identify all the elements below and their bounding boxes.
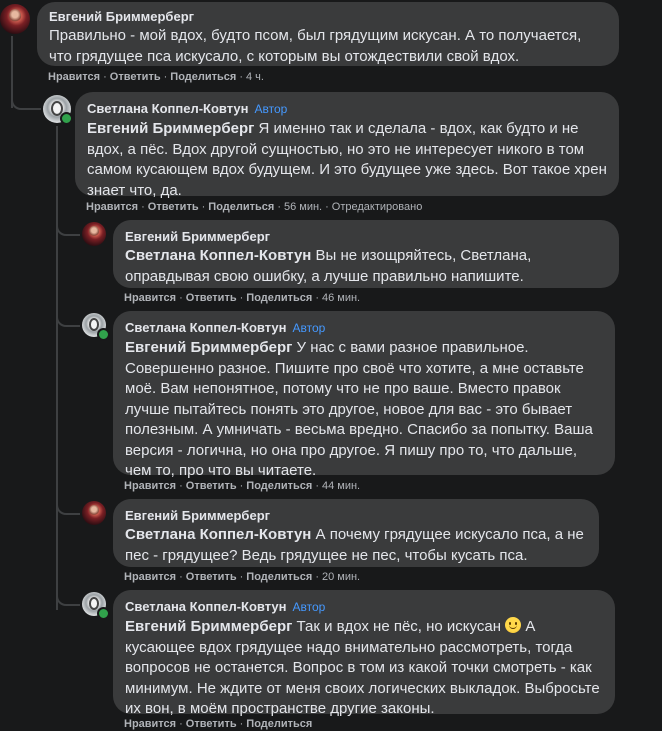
author-badge: Автор	[254, 102, 288, 116]
share-button[interactable]: Поделиться	[246, 480, 313, 492]
comment-actions: Нравится · Ответить · Поделиться	[124, 718, 313, 730]
comment-author[interactable]: Евгений Бриммерберг	[125, 508, 271, 523]
comment-text: Правильно - мой вдох, будто псом, был грядущим искусан. А то получается, что грядущее пса искусало, с которым вы отождествили свой вдох.	[49, 27, 582, 65]
mention-link[interactable]: Светлана Коппел-Ковтун	[125, 526, 312, 543]
edited-label[interactable]: Отредактировано	[331, 201, 423, 213]
online-status-icon	[60, 112, 73, 125]
thread-hook-4	[56, 497, 80, 515]
reply-button[interactable]: Ответить	[185, 480, 237, 492]
mention-link[interactable]: Евгений Бриммерберг	[125, 339, 293, 356]
comment-author	[125, 598, 603, 616]
comment-bubble	[113, 220, 619, 288]
mention-link[interactable]: Евгений Бриммерберг	[125, 618, 293, 635]
avatar[interactable]	[0, 4, 30, 34]
comment-time[interactable]: 56 мин.	[283, 201, 323, 213]
comment-author	[125, 319, 603, 337]
like-button[interactable]: Нравится	[124, 571, 177, 583]
author-badge: Автор	[292, 600, 326, 614]
reply-button[interactable]: Ответить	[109, 71, 161, 83]
like-button[interactable]: Нравится	[48, 71, 101, 83]
share-button[interactable]: Поделиться	[246, 292, 313, 304]
online-status-icon	[97, 328, 110, 341]
avatar[interactable]	[82, 222, 106, 246]
comment-bubble	[75, 92, 619, 199]
comment-text: Евгений Бриммерберг Так и вдох не пёс, но искусан А кусающее вдох грядущее надо внимательно рассмотреть, тогда вопросов не останется. Вопрос в том из какой точки смотреть - как минимум. Не ждите от меня своих логических выкладок. Выбросьте их вон, в моём пространстве другие законы.	[125, 618, 600, 717]
comment-time[interactable]: 20 мин.	[321, 571, 361, 583]
thread-hook-2	[56, 218, 80, 236]
comment-text: Светлана Коппел-Ковтун Вы не изощряйтесь, Светлана, оправдывая свою ошибку, а лучше правильно напишите.	[125, 247, 532, 285]
thread-line-nested	[56, 126, 58, 610]
share-button[interactable]: Поделиться	[246, 571, 313, 583]
comment-author[interactable]: Евгений Бриммерберг	[125, 229, 271, 244]
like-button[interactable]: Нравится	[86, 201, 139, 213]
reply-button[interactable]: Ответить	[185, 571, 237, 583]
online-status-icon	[97, 607, 110, 620]
mention-link[interactable]: Евгений Бриммерберг	[87, 120, 255, 137]
comment-actions: Нравится · Ответить · Поделиться · 44 мин.	[124, 480, 361, 492]
author-name[interactable]: Светлана Коппел-Ковтун	[125, 599, 287, 614]
smile-emoji-icon	[505, 617, 521, 633]
avatar[interactable]	[82, 501, 106, 525]
comment-actions: Нравится · Ответить · Поделиться · 56 мин. · Отредактировано	[86, 201, 423, 213]
like-button[interactable]: Нравится	[124, 718, 177, 730]
comment-bubble	[37, 2, 619, 66]
like-button[interactable]: Нравится	[124, 480, 177, 492]
thread-hook-3	[56, 309, 80, 327]
comment-text: Светлана Коппел-Ковтун А почему грядущее искусало пса, а не пес - грядущее? Ведь грядущее не пес, чтобы кусать пса.	[125, 526, 584, 564]
comment-actions: Нравится · Ответить · Поделиться · 4 ч.	[48, 71, 264, 83]
author-name[interactable]: Светлана Коппел-Ковтун	[125, 320, 287, 335]
share-button[interactable]: Поделиться	[170, 71, 237, 83]
comment-time[interactable]: 4 ч.	[245, 71, 264, 83]
author-name[interactable]: Светлана Коппел-Ковтун	[87, 101, 249, 116]
comment-bubble	[113, 499, 599, 567]
thread-hook-1	[11, 90, 41, 110]
comment-time[interactable]: 46 мин.	[321, 292, 361, 304]
comment-bubble	[113, 590, 615, 717]
like-button[interactable]: Нравится	[124, 292, 177, 304]
comment-text: Евгений Бриммерберг Я именно так и сделала - вдох, как будто и не вдох, а пёс. Вдох другой сущностью, но это не интересует никого в том самом кусающем вдох будущем. И это будущее уже здесь. Вот такое хрен знает что, да.	[87, 120, 607, 199]
comment-bubble	[113, 311, 615, 479]
thread-hook-5	[56, 588, 80, 606]
mention-link[interactable]: Светлана Коппел-Ковтун	[125, 247, 312, 264]
comment-actions: Нравится · Ответить · Поделиться · 46 мин.	[124, 292, 361, 304]
comment-text: Евгений Бриммерберг У нас с вами разное правильное. Совершенно разное. Пишите про своё что хотите, а мне оставьте моё. Вам непонятное, потому что не про ваше. Вместо правок лучше пытайтесь понять это другое, новое для вас - это бывает полезным. А умничать - весьма вредно. Спасибо за попытку. Ваша версия - логична, но она про другое. Я пишу про то, что дальше, чем то, про что вы читаете.	[125, 339, 593, 479]
comment-author[interactable]: Евгений Бриммерберг	[49, 9, 195, 24]
reply-button[interactable]: Ответить	[147, 201, 199, 213]
share-button[interactable]: Поделиться	[208, 201, 275, 213]
author-badge: Автор	[292, 321, 326, 335]
reply-button[interactable]: Ответить	[185, 292, 237, 304]
comment-time[interactable]: 44 мин.	[321, 480, 361, 492]
share-button[interactable]: Поделиться	[246, 718, 313, 730]
reply-button[interactable]: Ответить	[185, 718, 237, 730]
comment-actions: Нравится · Ответить · Поделиться · 20 мин.	[124, 571, 361, 583]
comment-author	[87, 100, 607, 118]
